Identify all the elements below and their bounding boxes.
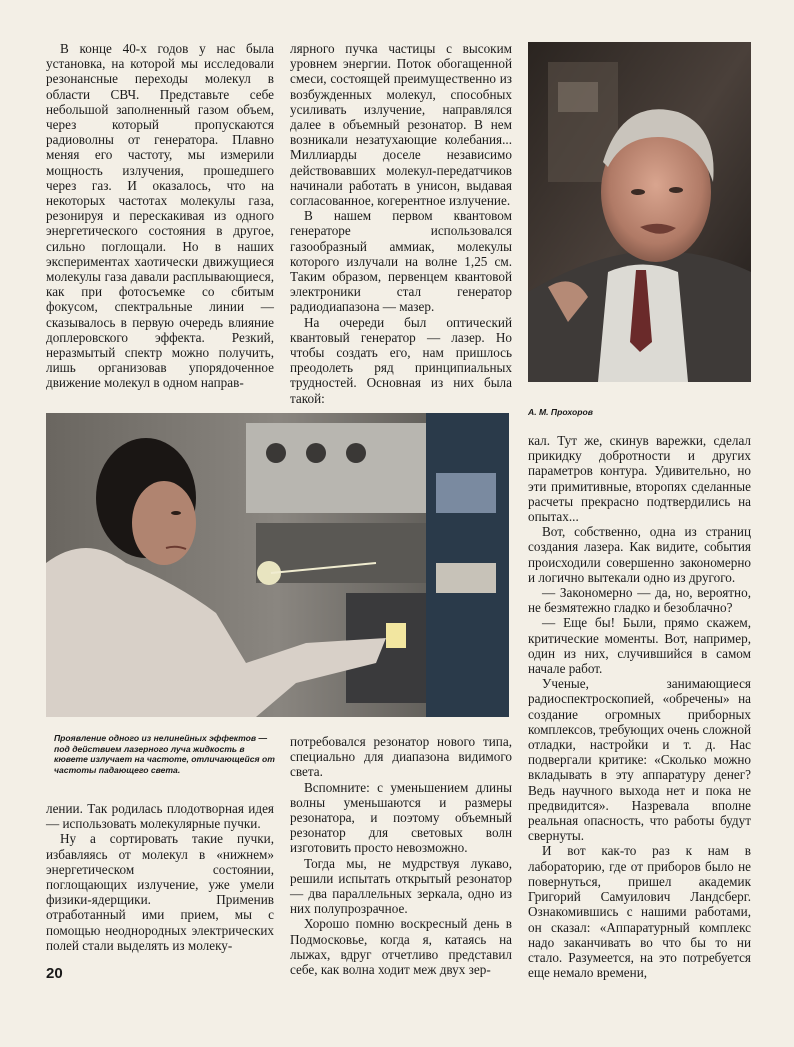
paragraph: В нашем первом квантовом генераторе использовался газообразный аммиак, молекулы которого излучали на волне 1,25 см. Таким образом, первенцем квантовой электроники стал генератор радиодиапазона — мазер. — [290, 208, 512, 315]
paragraph: — Закономерно — да, но, вероятно, не безмятежно гладко и безоблачно? — [528, 585, 751, 616]
paragraph: — Еще бы! Были, прямо скажем, критические моменты. Вот, например, один из них, случившийся в самом начале работ. — [528, 615, 751, 677]
lab-photo — [46, 413, 509, 717]
portrait-caption: А. М. Прохоров — [528, 407, 593, 417]
paragraph: Тогда мы, не мудрствуя лукаво, решили испытать открытый резонатор — два параллельных зеркала, одно из них полупрозрачное. — [290, 855, 512, 917]
paragraph: Вспомните: с уменьшением длины волны уменьшаются и размеры резонатора, и поэтому объемный резонатор для световых волн изготовить просто невозможно. — [290, 779, 512, 856]
column-2-top — [290, 41, 512, 406]
paragraph: кал. Тут же, скинув варежки, сделал прикидку добротности и других параметров контура. Удивительно, но эти примитивные, второпях сделанные расчеты прекрасно подтвердились на опытах... — [528, 433, 751, 525]
paragraph: Ну а сортировать такие пучки, избавляясь от молекул в «нижнем» энергетическом состоянии, поглощающих излучение, уже умели физики-ядерщики. Применив отработанный ими прием, мы с помощью неоднородных электрических полей стали выделять из молеку- — [46, 831, 274, 953]
column-3 — [528, 433, 751, 980]
portrait-photo — [528, 42, 751, 382]
lab-caption: Проявление одного из нелинейных эффектов — под действием лазерного луча жидкость в кювете излучает на частоте, отличающейся от частоты падающего света. — [54, 733, 275, 775]
paragraph: На очереди был оптический квантовый генератор — лазер. Но чтобы создать его, нам пришлось преодолеть ряд принципиальных трудностей. Основная из них была такой: — [290, 314, 512, 406]
paragraph: Ученые, занимающиеся радиоспектроскопией, «обречены» на создание огромных приборных комплексов, требующих очень сложной отладки, настройки и т. д. Нас подвергали критике: «Сколько можно вкладывать в эту аппаратуру денег? Ведь научного выхода нет и пока не предвидится». Назревала вполне реальная опасность, что работы будут свернуты. — [528, 676, 752, 844]
paragraph: И вот как-то раз к нам в лабораторию, где от приборов было не повернуться, пришел академик Григорий Самуилович Ландсберг. Ознакомившись с нашими работами, он сказал: «Аппаратурный комплекс надо заканчивать во что бы то ни стало. Разумеется, на это потребуется еще немало времени, — [528, 843, 751, 981]
paragraph: Вот, собственно, одна из страниц создания лазера. Как видите, события происходили совершенно закономерно и логично вытекали одно из другого. — [528, 524, 751, 585]
page-number: 20 — [46, 965, 63, 982]
paragraph: потребовался резонатор нового типа, специально для диапазона видимого света. — [290, 734, 512, 780]
column-1-top — [46, 41, 274, 391]
column-2-bottom — [290, 734, 512, 977]
paragraph: лении. Так родилась плодотворная идея — использовать молекулярные пучки. — [46, 801, 274, 832]
paragraph: В конце 40-х годов у нас была установка, на которой мы исследовали резонансные переходы молекул в области СВЧ. Представьте себе небольшой заполненный газом объем, через который пропускаются радиоволны от генератора. Плавно меняя его частоту, мы измерили мощность излучения, прошедшего через газ. И оказалось, что на некоторых частотах молекулы газа, резонируя и перескакивая из одного энергетического состояния в другое, сильно поглощали. Но в наших экспериментах хаотически движущиеся молекулы газа давали расплывающиеся, как при фотосъемке со сбитым фокусом, спектральные линии — сказывалось в первую очередь влияние доплеровского эффекта. Резкий, неразмытый спектр можно получить, лишь организовав упорядоченное движение молекул в одном направ- — [46, 41, 274, 391]
paragraph: лярного пучка частицы с высоким уровнем энергии. Поток обогащенной смеси, состоящей преимущественно из возбужденных молекул, способных усиливать излучение, направлялся далее в объемный резонатор. В нем возникали незатухающие колебания... Миллиарды доселе независимо действовавших молекул-передатчиков начинали работать в унисон, выдавая согласованное, когерентное излучение. — [290, 41, 512, 209]
paragraph: Хорошо помню воскресный день в Подмосковье, когда я, катаясь на лыжах, вдруг отчетливо представил себе, как волна ходит меж двух зер- — [290, 916, 512, 978]
column-1-bottom — [46, 801, 274, 953]
